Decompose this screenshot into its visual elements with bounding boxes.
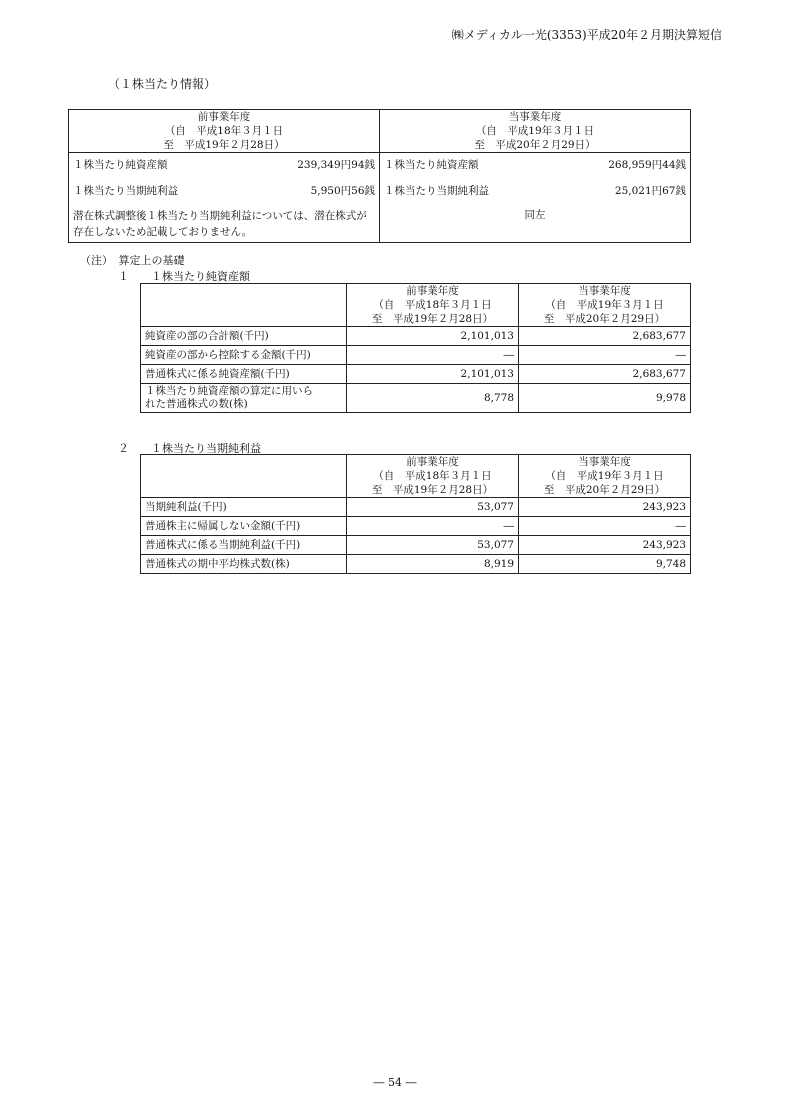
curr-net-assets-label: １株当たり純資産額 xyxy=(384,159,479,171)
prev-period-title: 前事業年度 xyxy=(197,111,251,123)
curr-period-title: 当事業年度 xyxy=(578,456,631,468)
curr-period-from: （自 平成19年３月１日 xyxy=(545,470,664,482)
curr-period-to: 至 平成20年２月29日） xyxy=(543,313,666,325)
prev-period-title: 前事業年度 xyxy=(406,285,459,297)
prev-period-header xyxy=(347,284,519,327)
diluted-note: 潜在株式調整後１株当たり当期純利益については、潜在株式が存在しないため記載しておりません。 xyxy=(69,205,380,243)
prev-net-income-label: １株当たり当期純利益 xyxy=(73,185,178,197)
eps-basis-table xyxy=(140,454,691,574)
curr-net-assets-cell xyxy=(380,153,691,178)
row-label: 普通株主に帰属しない金額(千円) xyxy=(141,517,347,536)
row-label: 普通株式の期中平均株式数(株) xyxy=(141,555,347,574)
bps-section-label: １ １株当たり純資産額 xyxy=(118,270,250,283)
row-label-line-1: １株当たり純資産額の算定に用いら xyxy=(145,385,313,397)
row-label: 普通株式に係る当期純利益(千円) xyxy=(141,536,347,555)
curr-period-header xyxy=(380,110,691,153)
row-label: 当期純利益(千円) xyxy=(141,498,347,517)
bps-basis-table xyxy=(140,283,691,413)
table-row xyxy=(141,536,691,555)
curr-period-header xyxy=(519,284,691,327)
table-row xyxy=(141,384,691,413)
empty-header-cell xyxy=(141,455,347,498)
table-row xyxy=(141,498,691,517)
prev-net-income-cell xyxy=(69,177,380,205)
prev-net-income-value: 5,950円56銭 xyxy=(310,185,375,197)
note-label: （注） 算定上の基礎 xyxy=(80,254,185,267)
prev-value: ― xyxy=(347,517,519,536)
prev-period-from: （自 平成18年３月１日 xyxy=(373,299,492,311)
curr-net-income-value: 25,021円67銭 xyxy=(614,185,686,197)
prev-period-title: 前事業年度 xyxy=(406,456,459,468)
curr-period-from: （自 平成19年３月１日 xyxy=(475,125,595,137)
prev-net-assets-cell xyxy=(69,153,380,178)
prev-period-from: （自 平成18年３月１日 xyxy=(164,125,284,137)
page-number: ― 54 ― xyxy=(373,1076,417,1089)
curr-net-income-cell xyxy=(380,177,691,205)
table-header-row xyxy=(141,284,691,327)
row-label: 純資産の部の合計額(千円) xyxy=(141,327,347,346)
curr-value: ― xyxy=(519,346,691,365)
table-row xyxy=(69,177,691,205)
empty-header-cell xyxy=(141,284,347,327)
curr-value: 9,978 xyxy=(519,384,691,413)
eps-section-label: ２ １株当たり当期純利益 xyxy=(118,442,261,455)
curr-period-header xyxy=(519,455,691,498)
curr-value: 2,683,677 xyxy=(519,365,691,384)
section-title: （１株当たり情報） xyxy=(108,77,217,91)
prev-period-header xyxy=(347,455,519,498)
prev-net-assets-label: １株当たり純資産額 xyxy=(73,159,168,171)
table-row xyxy=(141,517,691,536)
table-row xyxy=(141,327,691,346)
prev-value: 8,919 xyxy=(347,555,519,574)
curr-period-to: 至 平成20年２月29日） xyxy=(543,484,666,496)
row-label-line-2: れた普通株式の数(株) xyxy=(145,398,248,410)
curr-value: 9,748 xyxy=(519,555,691,574)
curr-period-to: 至 平成20年２月29日） xyxy=(474,139,596,151)
prev-value: 2,101,013 xyxy=(347,327,519,346)
prev-period-to: 至 平成19年２月28日） xyxy=(163,139,285,151)
curr-value: 2,683,677 xyxy=(519,327,691,346)
curr-value: 243,923 xyxy=(519,536,691,555)
prev-net-assets-value: 239,349円94銭 xyxy=(297,159,375,171)
prev-period-header xyxy=(69,110,380,153)
prev-value: 53,077 xyxy=(347,536,519,555)
table-row xyxy=(141,346,691,365)
row-label xyxy=(141,384,347,413)
prev-value: ― xyxy=(347,346,519,365)
page-header: ㈱メディカル一光(3353)平成20年２月期決算短信 xyxy=(451,28,722,42)
table-row xyxy=(141,365,691,384)
table-row xyxy=(69,205,691,243)
prev-period-to: 至 平成19年２月28日） xyxy=(371,484,494,496)
table-header-row xyxy=(141,455,691,498)
curr-value: 243,923 xyxy=(519,498,691,517)
prev-value: 53,077 xyxy=(347,498,519,517)
prev-value: 2,101,013 xyxy=(347,365,519,384)
table-row xyxy=(69,153,691,178)
table-row xyxy=(141,555,691,574)
row-label: 普通株式に係る純資産額(千円) xyxy=(141,365,347,384)
same-as-left: 同左 xyxy=(380,205,691,243)
row-label: 純資産の部から控除する金額(千円) xyxy=(141,346,347,365)
prev-value: 8,778 xyxy=(347,384,519,413)
curr-value: ― xyxy=(519,517,691,536)
curr-period-from: （自 平成19年３月１日 xyxy=(545,299,664,311)
table-header-row xyxy=(69,110,691,153)
curr-period-title: 当事業年度 xyxy=(578,285,631,297)
prev-period-to: 至 平成19年２月28日） xyxy=(371,313,494,325)
curr-net-assets-value: 268,959円44銭 xyxy=(608,159,686,171)
per-share-info-table xyxy=(68,109,691,243)
curr-period-title: 当事業年度 xyxy=(508,111,562,123)
curr-net-income-label: １株当たり当期純利益 xyxy=(384,185,489,197)
prev-period-from: （自 平成18年３月１日 xyxy=(373,470,492,482)
